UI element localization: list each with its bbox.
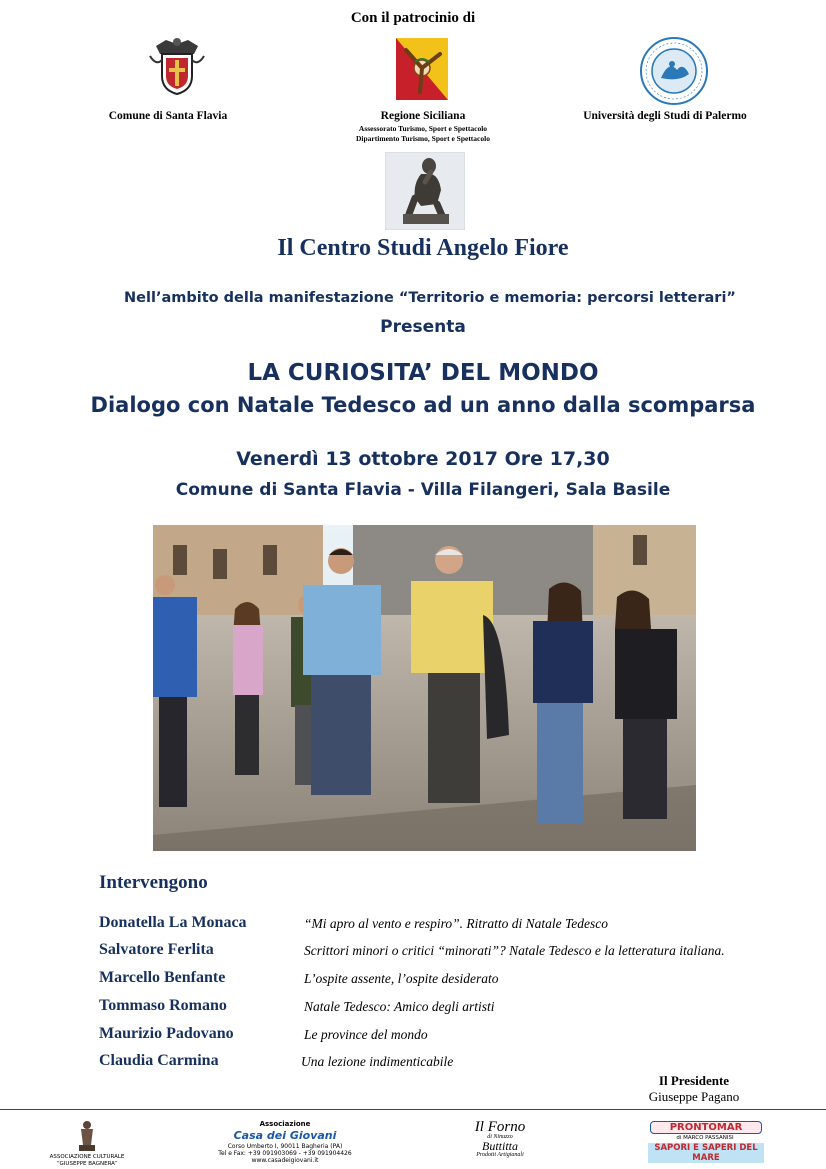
- speaker-talk: L’ospite assente, l’ospite desiderato: [304, 971, 499, 986]
- logo-label-santa-flavia: Comune di Santa Flavia: [108, 110, 228, 122]
- sponsor-forno-name: Il Forno: [474, 1119, 526, 1135]
- footer-divider: [0, 1109, 826, 1110]
- sponsor-bagnera-line1: ASSOCIAZIONE CULTURALE: [49, 1154, 125, 1160]
- event-context: Nell’ambito della manifestazione “Territorio e memoria: percorsi letterari”: [124, 290, 736, 306]
- speaker-name: Marcello Benfante: [99, 969, 226, 986]
- speakers-heading: Intervengono: [99, 872, 208, 893]
- event-subtitle: Dialogo con Natale Tedesco ad un anno dalla scomparsa: [90, 393, 756, 417]
- logo-sub-dipartimento: Dipartimento Turismo, Sport e Spettacolo: [356, 134, 490, 143]
- signature-role: Il Presidente: [658, 1073, 730, 1088]
- group-photo: [153, 525, 696, 851]
- sponsor-casa-name: Casa dei Giovani: [233, 1129, 337, 1142]
- speaker-talk: “Mi apro al vento e respiro”. Ritratto di Natale Tedesco: [304, 916, 608, 931]
- patronage-heading: Con il patrocinio di: [350, 10, 476, 26]
- speaker-name: Donatella La Monaca: [99, 914, 247, 931]
- sponsor-casa-top: Associazione: [259, 1120, 311, 1128]
- sponsor-casa-addr2: Tel e Fax: +39 091903069 - +39 091904426: [218, 1150, 352, 1157]
- logo-label-university: Università degli Studi di Palermo: [583, 110, 747, 122]
- statue-logo-icon: [75, 1119, 99, 1153]
- sponsor-prontomar-sub: di MARCO PASSANISI: [676, 1135, 734, 1141]
- logo-sub-assessorato: Assessorato Turismo, Sport e Spettacolo: [358, 124, 488, 133]
- speaker-talk: Una lezione indimenticabile: [301, 1054, 454, 1069]
- trinacria-icon: [396, 38, 448, 100]
- sponsor-forno-sub: di Ninuzzo: [487, 1134, 513, 1140]
- sponsor-casa-addr1: Corso Umberto I, 90011 Bagheria (PA): [227, 1143, 343, 1150]
- presenta-label: Presenta: [380, 317, 466, 337]
- coat-of-arms-icon: [148, 36, 206, 96]
- thinker-statue-image: [385, 152, 465, 230]
- sponsor-bagnera-line2: “GIUSEPPE BAGNERA”: [56, 1161, 118, 1167]
- sponsor-prontomar-tag: SAPORI E SAPERI DEL MARE: [648, 1143, 764, 1163]
- sponsor-forno-brand: Buttitta: [482, 1139, 518, 1153]
- logo-label-regione: Regione Siciliana: [380, 110, 466, 122]
- speaker-name: Claudia Carmina: [99, 1052, 219, 1069]
- event-venue: Comune di Santa Flavia - Villa Filangeri, Sala Basile: [175, 480, 671, 500]
- event-date: Venerdì 13 ottobre 2017 Ore 17,30: [236, 448, 610, 470]
- speaker-name: Salvatore Ferlita: [99, 941, 214, 958]
- speaker-talk: Scrittori minori o critici “minorati”? Natale Tedesco e la letteratura italiana.: [304, 943, 725, 958]
- sponsor-prontomar-name: PRONTOMAR: [650, 1121, 762, 1134]
- university-seal-icon: [639, 36, 709, 106]
- sponsor-casa-web: www.casadeigiovani.it: [251, 1157, 319, 1164]
- speaker-name: Maurizio Padovano: [99, 1025, 234, 1042]
- event-title: LA CURIOSITA’ DEL MONDO: [247, 360, 599, 386]
- signature-name: Giuseppe Pagano: [648, 1089, 740, 1104]
- organizer-title: Il Centro Studi Angelo Fiore: [277, 235, 569, 261]
- speaker-talk: Le province del mondo: [304, 1027, 428, 1042]
- speaker-name: Tommaso Romano: [99, 997, 227, 1014]
- speaker-talk: Natale Tedesco: Amico degli artisti: [304, 999, 495, 1014]
- sponsor-forno-tag: Prodotti Artigianali: [476, 1152, 524, 1158]
